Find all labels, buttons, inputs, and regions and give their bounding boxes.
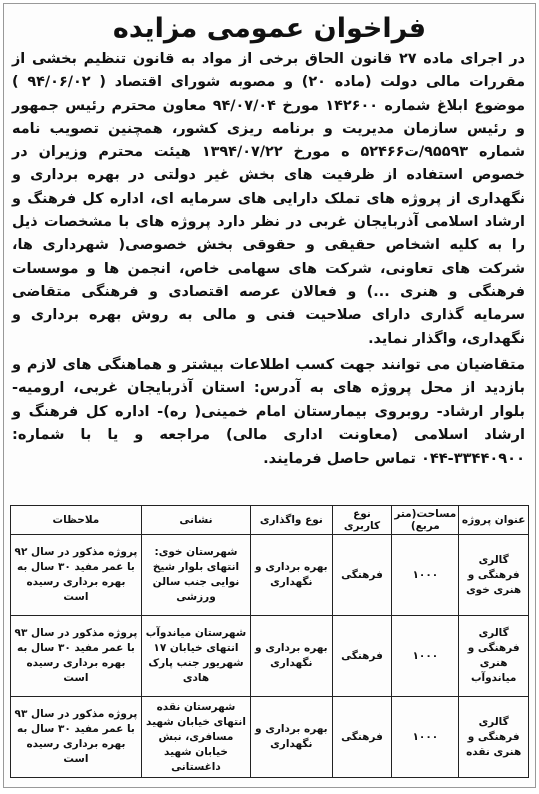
cell-project-title: گالری فرهنگی و هنری نقده bbox=[459, 697, 529, 778]
auction-notice bbox=[3, 3, 536, 788]
cell-transfer-type: بهره برداری و نگهداری bbox=[251, 616, 332, 697]
cell-transfer-type: بهره برداری و نگهداری bbox=[251, 697, 332, 778]
cell-address: شهرستان میاندوآب انتهای خیابان ۱۷ شهریور جنب پارک هادی bbox=[141, 616, 250, 697]
header-project-title: عنوان پروژه bbox=[459, 506, 529, 535]
cell-usage-type: فرهنگی bbox=[332, 697, 392, 778]
cell-project-title: گالری فرهنگی و هنری میاندوآب bbox=[459, 616, 529, 697]
table-row bbox=[11, 697, 529, 778]
cell-area: ۱۰۰۰ bbox=[392, 535, 459, 616]
cell-transfer-type: بهره برداری و نگهداری bbox=[251, 535, 332, 616]
notice-title: فراخوان عمومی مزایده bbox=[112, 13, 427, 44]
notice-body bbox=[12, 48, 525, 351]
header-address: نشانی bbox=[141, 506, 250, 535]
projects-table bbox=[10, 505, 529, 778]
cell-area: ۱۰۰۰ bbox=[392, 697, 459, 778]
cell-notes: پروژه مذکور در سال ۹۳ با عمر مفید ۳۰ سال به بهره برداری رسیده است bbox=[11, 616, 142, 697]
cell-project-title: گالری فرهنگی و هنری خوی bbox=[459, 535, 529, 616]
table-row bbox=[11, 535, 529, 616]
header-notes: ملاحظات bbox=[11, 506, 142, 535]
table-header-row bbox=[11, 506, 529, 535]
cell-usage-type: فرهنگی bbox=[332, 616, 392, 697]
contact-info bbox=[12, 353, 525, 471]
contact-paragraph: متقاضیان می توانند جهت کسب اطلاعات بیشتر و هماهنگی های لازم و بازدید از محل پروژه های به آدرس: استان آذربایجان غربی، ارومیه- بلوار ارشاد- روبروی بیمارستان امام خمینی( ره)- اداره کل فرهنگ و ارشاد اسلامی (معاونت اداری مالی) مراجعه و یا با شماره: ۳۳۴۴۰۹۰۰-۰۴۴ تماس حاصل فرمایند. bbox=[12, 355, 525, 467]
table-row bbox=[11, 616, 529, 697]
cell-address: شهرستان خوی: انتهای بلوار شیخ نوایی جنب سالن ورزشی bbox=[141, 535, 250, 616]
header-usage-type: نوع کاربری bbox=[332, 506, 392, 535]
header-transfer-type: نوع واگذاری bbox=[251, 506, 332, 535]
cell-address: شهرستان نقده انتهای خیابان شهید مسافری، نبش خیابان شهید داغستانی bbox=[141, 697, 250, 778]
cell-notes: پروژه مذکور در سال ۹۲ با عمر مفید ۳۰ سال به بهره برداری رسیده است bbox=[11, 535, 142, 616]
notice-paragraph: در اجرای ماده ۲۷ قانون الحاق برخی از مواد به قانون تنظیم بخشی از مقررات مالی دولت (ماده ۲۰) و مصوبه شورای اقتصاد ( ۹۴/۰۶/۰۲ ) موضوع ابلاغ شماره ۱۴۲۶۰۰ مورخ ۹۴/۰۷/۰۴ معاون محترم رئیس جمهور و رئیس سازمان مدیریت و برنامه ریزی کشور، همچنین تصویب نامه شماره ۹۵۵۹۳/ت۵۲۴۶۶ ه مورخ ۱۳۹۴/۰۷/۲۲ هیئت محترم وزیران در خصوص استفاده از ظرفیت های بخش غیر دولتی در بهره برداری و نگهداری از پروژه های تملک دارایی های سرمایه ای، اداره کل فرهنگ و ارشاد اسلامی آذربایجان غربی در نظر دارد پروژه های با مشخصات ذیل را به کلیه اشخاص حقیقی و حقوقی بخش خصوصی( شهرداری ها، شرکت های تعاونی، شرکت های سهامی خاص، انجمن ها و موسسات فرهنگی و هنری ...) و فعالان عرصه اقتصادی و فرهنگی متقاضی سرمایه گذاری دارای صلاحیت فنی و مالی به روش بهره برداری و نگهداری، واگذار نماید. bbox=[12, 51, 526, 347]
cell-notes: پروژه مذکور در سال ۹۳ با عمر مفید ۳۰ سال به بهره برداری رسیده است bbox=[11, 697, 142, 778]
cell-usage-type: فرهنگی bbox=[332, 535, 392, 616]
header-area: مساحت(متر مربع) bbox=[392, 506, 459, 535]
cell-area: ۱۰۰۰ bbox=[392, 616, 459, 697]
